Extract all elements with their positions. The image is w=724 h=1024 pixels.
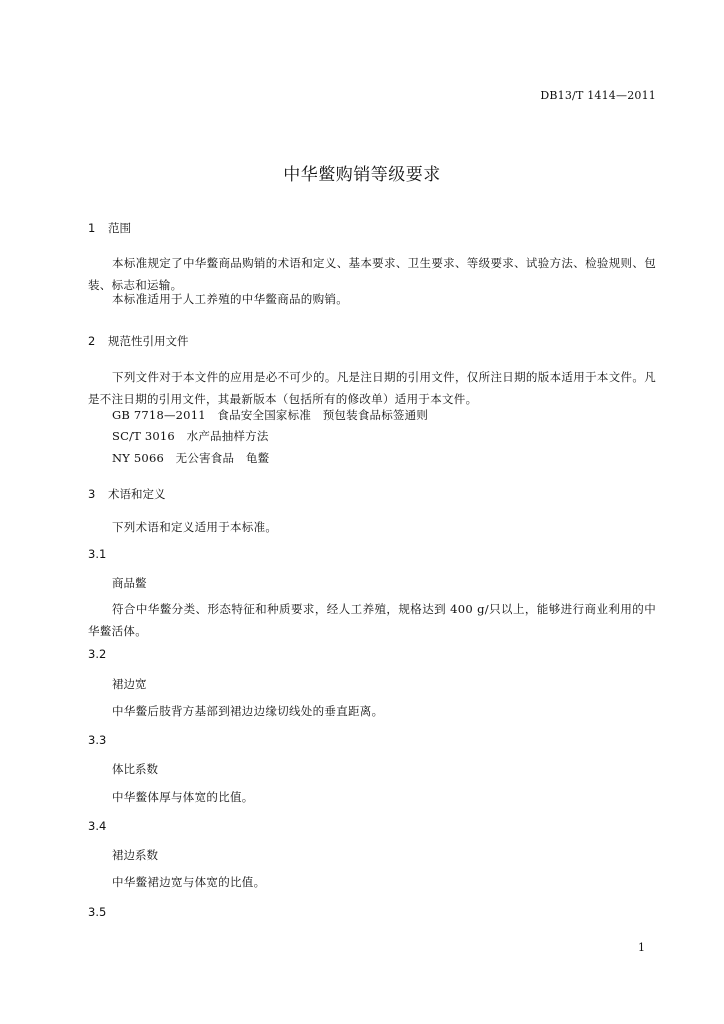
section-2-number: 2 xyxy=(88,334,96,348)
term-definition: 中华鳖体厚与体宽的比值。 xyxy=(112,790,254,804)
section-3-title: 术语和定义 xyxy=(108,487,166,501)
section-1-paragraph-1: 本标准规定了中华鳖商品购销的术语和定义、基本要求、卫生要求、等级要求、试验方法、检验规则、包装、标志和运输。 xyxy=(88,256,656,292)
term-name: 裙边宽 xyxy=(112,677,147,691)
term-number: 3.1 xyxy=(88,547,107,561)
term-definition: 中华鳖后肢背方基部到裙边边缘切线处的垂直距离。 xyxy=(112,704,384,718)
term-number: 3.4 xyxy=(88,819,107,833)
section-3-paragraph-1: 下列术语和定义适用于本标准。 xyxy=(112,520,278,534)
section-1-number: 1 xyxy=(88,221,96,235)
term-definition: 符合中华鳖分类、形态特征和种质要求，经人工养殖，规格达到 400 g/只以上，能够进行商业利用的中华鳖活体。 xyxy=(88,602,656,638)
reference-item: NY 5066 无公害食品 龟鳖 xyxy=(112,451,270,465)
section-2-title: 规范性引用文件 xyxy=(108,334,189,348)
term-number: 3.3 xyxy=(88,733,107,747)
term-name: 商品鳖 xyxy=(112,576,147,590)
term-name: 体比系数 xyxy=(112,762,158,776)
section-2-heading xyxy=(88,333,189,349)
section-3-heading xyxy=(88,486,166,502)
term-definition: 中华鳖裙边宽与体宽的比值。 xyxy=(112,875,266,889)
standard-number: DB13/T 1414—2011 xyxy=(540,89,656,102)
section-1-paragraph-2: 本标准适用于人工养殖的中华鳖商品的购销。 xyxy=(112,292,348,306)
document-title: 中华鳖购销等级要求 xyxy=(283,165,441,185)
page-number: 1 xyxy=(638,941,645,954)
term-number: 3.5 xyxy=(88,905,107,919)
section-1-title: 范围 xyxy=(108,221,131,235)
reference-item: GB 7718—2011 食品安全国家标准 预包装食品标签通则 xyxy=(112,408,429,422)
reference-item: SC/T 3016 水产品抽样方法 xyxy=(112,429,269,443)
section-1-heading xyxy=(88,220,131,236)
section-2-paragraph-1: 下列文件对于本文件的应用是必不可少的。凡是注日期的引用文件，仅所注日期的版本适用于本文件。凡是不注日期的引用文件，其最新版本（包括所有的修改单）适用于本文件。 xyxy=(88,370,656,406)
term-name: 裙边系数 xyxy=(112,848,158,862)
section-3-number: 3 xyxy=(88,487,96,501)
term-number: 3.2 xyxy=(88,647,107,661)
